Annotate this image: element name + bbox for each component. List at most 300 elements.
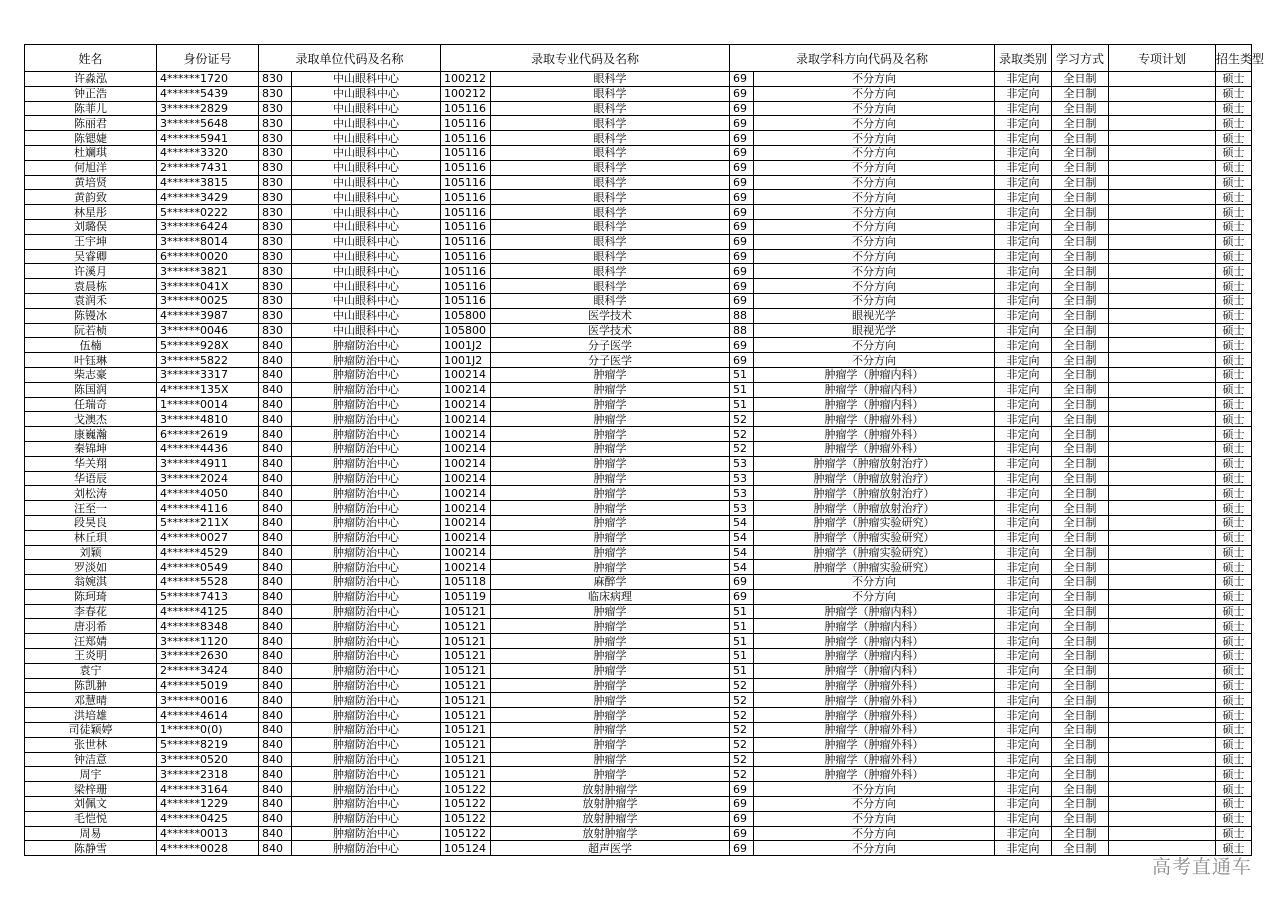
cell-special-plan <box>1109 427 1216 442</box>
cell-direction-name: 不分方向 <box>754 841 995 856</box>
cell-major-code: 100214 <box>441 545 491 560</box>
cell-study-mode: 全日制 <box>1052 456 1109 471</box>
header-admission-category: 录取类别 <box>995 45 1052 72</box>
cell-major-name: 肿瘤学 <box>491 678 730 693</box>
cell-study-mode: 全日制 <box>1052 279 1109 294</box>
cell-enrollment-type: 硕士 <box>1216 767 1252 782</box>
cell-id-number: 3******1120 <box>157 634 259 649</box>
cell-direction-name: 肿瘤学（肿瘤内科） <box>754 382 995 397</box>
table-row <box>25 797 1252 812</box>
cell-name: 叶钰琳 <box>25 353 157 368</box>
header-name: 姓名 <box>25 45 157 72</box>
cell-unit-name: 肿瘤防治中心 <box>292 649 441 664</box>
cell-study-mode: 全日制 <box>1052 205 1109 220</box>
cell-enrollment-type: 硕士 <box>1216 279 1252 294</box>
cell-direction-name: 肿瘤学（肿瘤外科） <box>754 723 995 738</box>
cell-direction-code: 88 <box>730 308 754 323</box>
cell-special-plan <box>1109 737 1216 752</box>
cell-unit-name: 中山眼科中心 <box>292 190 441 205</box>
cell-major-code: 105121 <box>441 723 491 738</box>
cell-enrollment-type: 硕士 <box>1216 501 1252 516</box>
cell-name: 刘颖 <box>25 545 157 560</box>
cell-direction-code: 52 <box>730 693 754 708</box>
table-row <box>25 190 1252 205</box>
cell-major-code: 1001J2 <box>441 353 491 368</box>
cell-id-number: 5******928X <box>157 338 259 353</box>
cell-study-mode: 全日制 <box>1052 767 1109 782</box>
cell-name: 张世林 <box>25 737 157 752</box>
cell-admission-category: 非定向 <box>995 131 1052 146</box>
cell-admission-category: 非定向 <box>995 397 1052 412</box>
cell-unit-name: 中山眼科中心 <box>292 249 441 264</box>
cell-unit-code: 840 <box>259 382 292 397</box>
cell-study-mode: 全日制 <box>1052 693 1109 708</box>
cell-direction-name: 肿瘤学（肿瘤放射治疗） <box>754 471 995 486</box>
cell-unit-code: 830 <box>259 279 292 294</box>
cell-direction-code: 69 <box>730 234 754 249</box>
table-row <box>25 101 1252 116</box>
cell-major-name: 肿瘤学 <box>491 663 730 678</box>
cell-name: 刘松涛 <box>25 486 157 501</box>
table-row <box>25 338 1252 353</box>
cell-enrollment-type: 硕士 <box>1216 737 1252 752</box>
cell-unit-name: 肿瘤防治中心 <box>292 782 441 797</box>
cell-major-code: 105122 <box>441 826 491 841</box>
cell-direction-name: 肿瘤学（肿瘤放射治疗） <box>754 456 995 471</box>
cell-major-code: 105122 <box>441 782 491 797</box>
cell-major-code: 105124 <box>441 841 491 856</box>
cell-direction-name: 不分方向 <box>754 131 995 146</box>
cell-id-number: 4******4050 <box>157 486 259 501</box>
cell-enrollment-type: 硕士 <box>1216 589 1252 604</box>
cell-major-code: 105121 <box>441 663 491 678</box>
cell-name: 许溪月 <box>25 264 157 279</box>
table-row <box>25 249 1252 264</box>
cell-unit-code: 830 <box>259 205 292 220</box>
cell-admission-category: 非定向 <box>995 190 1052 205</box>
cell-name: 阮若桢 <box>25 323 157 338</box>
cell-id-number: 3******6424 <box>157 219 259 234</box>
cell-unit-code: 840 <box>259 634 292 649</box>
cell-enrollment-type: 硕士 <box>1216 441 1252 456</box>
cell-unit-name: 中山眼科中心 <box>292 308 441 323</box>
cell-study-mode: 全日制 <box>1052 190 1109 205</box>
cell-study-mode: 全日制 <box>1052 145 1109 160</box>
cell-unit-name: 中山眼科中心 <box>292 279 441 294</box>
cell-unit-code: 830 <box>259 190 292 205</box>
watermark: 高考直通车 <box>1151 856 1252 878</box>
cell-unit-name: 肿瘤防治中心 <box>292 456 441 471</box>
table-body <box>25 72 1252 856</box>
cell-direction-name: 肿瘤学（肿瘤内科） <box>754 663 995 678</box>
cell-admission-category: 非定向 <box>995 560 1052 575</box>
cell-admission-category: 非定向 <box>995 604 1052 619</box>
cell-major-code: 105121 <box>441 649 491 664</box>
cell-id-number: 2******3424 <box>157 663 259 678</box>
cell-unit-code: 840 <box>259 678 292 693</box>
cell-name: 伍楠 <box>25 338 157 353</box>
cell-unit-name: 中山眼科中心 <box>292 101 441 116</box>
cell-direction-name: 不分方向 <box>754 338 995 353</box>
cell-unit-code: 840 <box>259 752 292 767</box>
cell-name: 康巍瀚 <box>25 427 157 442</box>
cell-direction-name: 不分方向 <box>754 101 995 116</box>
cell-admission-category: 非定向 <box>995 708 1052 723</box>
cell-enrollment-type: 硕士 <box>1216 841 1252 856</box>
cell-unit-name: 肿瘤防治中心 <box>292 604 441 619</box>
cell-major-code: 100212 <box>441 86 491 101</box>
cell-admission-category: 非定向 <box>995 811 1052 826</box>
cell-special-plan <box>1109 190 1216 205</box>
cell-direction-name: 肿瘤学（肿瘤外科） <box>754 427 995 442</box>
cell-major-code: 105116 <box>441 205 491 220</box>
cell-special-plan <box>1109 367 1216 382</box>
cell-study-mode: 全日制 <box>1052 264 1109 279</box>
cell-major-name: 肿瘤学 <box>491 545 730 560</box>
cell-enrollment-type: 硕士 <box>1216 619 1252 634</box>
cell-study-mode: 全日制 <box>1052 116 1109 131</box>
cell-major-name: 眼科学 <box>491 190 730 205</box>
cell-direction-code: 51 <box>730 649 754 664</box>
cell-id-number: 4******4529 <box>157 545 259 560</box>
cell-major-name: 肿瘤学 <box>491 471 730 486</box>
cell-direction-name: 肿瘤学（肿瘤内科） <box>754 649 995 664</box>
table-row <box>25 634 1252 649</box>
cell-enrollment-type: 硕士 <box>1216 264 1252 279</box>
cell-major-code: 100214 <box>441 412 491 427</box>
cell-direction-name: 肿瘤学（肿瘤实验研究） <box>754 530 995 545</box>
cell-unit-code: 830 <box>259 308 292 323</box>
cell-unit-code: 840 <box>259 649 292 664</box>
cell-name: 何旭洋 <box>25 160 157 175</box>
cell-unit-code: 840 <box>259 589 292 604</box>
table-row <box>25 619 1252 634</box>
cell-direction-code: 69 <box>730 72 754 87</box>
cell-unit-name: 肿瘤防治中心 <box>292 367 441 382</box>
cell-direction-name: 肿瘤学（肿瘤外科） <box>754 737 995 752</box>
cell-major-name: 放射肿瘤学 <box>491 811 730 826</box>
table-row <box>25 752 1252 767</box>
cell-name: 陈珂琦 <box>25 589 157 604</box>
cell-id-number: 5******7413 <box>157 589 259 604</box>
cell-id-number: 3******2024 <box>157 471 259 486</box>
cell-direction-name: 不分方向 <box>754 160 995 175</box>
cell-major-code: 100214 <box>441 367 491 382</box>
cell-study-mode: 全日制 <box>1052 545 1109 560</box>
cell-enrollment-type: 硕士 <box>1216 397 1252 412</box>
cell-admission-category: 非定向 <box>995 308 1052 323</box>
cell-major-code: 105121 <box>441 619 491 634</box>
cell-name: 秦锦坤 <box>25 441 157 456</box>
cell-name: 柴志豪 <box>25 367 157 382</box>
cell-unit-code: 840 <box>259 782 292 797</box>
cell-enrollment-type: 硕士 <box>1216 826 1252 841</box>
cell-direction-code: 69 <box>730 811 754 826</box>
cell-direction-name: 不分方向 <box>754 190 995 205</box>
cell-major-code: 105116 <box>441 190 491 205</box>
cell-study-mode: 全日制 <box>1052 826 1109 841</box>
cell-unit-name: 肿瘤防治中心 <box>292 693 441 708</box>
cell-major-code: 105116 <box>441 264 491 279</box>
table-row <box>25 86 1252 101</box>
cell-study-mode: 全日制 <box>1052 219 1109 234</box>
cell-special-plan <box>1109 456 1216 471</box>
cell-study-mode: 全日制 <box>1052 441 1109 456</box>
cell-unit-name: 肿瘤防治中心 <box>292 767 441 782</box>
cell-enrollment-type: 硕士 <box>1216 293 1252 308</box>
cell-direction-code: 51 <box>730 634 754 649</box>
cell-direction-code: 69 <box>730 293 754 308</box>
cell-admission-category: 非定向 <box>995 175 1052 190</box>
cell-study-mode: 全日制 <box>1052 131 1109 146</box>
cell-name: 黄韵致 <box>25 190 157 205</box>
cell-enrollment-type: 硕士 <box>1216 308 1252 323</box>
cell-major-name: 肿瘤学 <box>491 693 730 708</box>
table-row <box>25 604 1252 619</box>
cell-enrollment-type: 硕士 <box>1216 427 1252 442</box>
cell-major-code: 105122 <box>441 811 491 826</box>
cell-special-plan <box>1109 131 1216 146</box>
cell-unit-code: 840 <box>259 412 292 427</box>
cell-direction-code: 69 <box>730 797 754 812</box>
cell-major-name: 肿瘤学 <box>491 441 730 456</box>
cell-unit-code: 830 <box>259 175 292 190</box>
cell-name: 陈凯翀 <box>25 678 157 693</box>
cell-direction-code: 53 <box>730 501 754 516</box>
table-row <box>25 72 1252 87</box>
cell-enrollment-type: 硕士 <box>1216 782 1252 797</box>
cell-unit-name: 肿瘤防治中心 <box>292 427 441 442</box>
cell-study-mode: 全日制 <box>1052 560 1109 575</box>
cell-major-name: 肿瘤学 <box>491 530 730 545</box>
cell-direction-name: 肿瘤学（肿瘤外科） <box>754 678 995 693</box>
table-row <box>25 279 1252 294</box>
cell-special-plan <box>1109 249 1216 264</box>
cell-major-name: 医学技术 <box>491 323 730 338</box>
cell-major-name: 眼科学 <box>491 160 730 175</box>
table-row <box>25 116 1252 131</box>
table-row <box>25 767 1252 782</box>
cell-unit-name: 肿瘤防治中心 <box>292 589 441 604</box>
cell-enrollment-type: 硕士 <box>1216 456 1252 471</box>
cell-major-name: 肿瘤学 <box>491 752 730 767</box>
cell-id-number: 3******5648 <box>157 116 259 131</box>
cell-unit-code: 840 <box>259 575 292 590</box>
cell-unit-code: 830 <box>259 219 292 234</box>
cell-id-number: 4******3164 <box>157 782 259 797</box>
cell-special-plan <box>1109 205 1216 220</box>
cell-name: 袁润禾 <box>25 293 157 308</box>
cell-admission-category: 非定向 <box>995 86 1052 101</box>
cell-direction-name: 肿瘤学（肿瘤内科） <box>754 619 995 634</box>
cell-name: 许淼泓 <box>25 72 157 87</box>
cell-unit-code: 830 <box>259 116 292 131</box>
cell-unit-name: 中山眼科中心 <box>292 116 441 131</box>
cell-direction-code: 52 <box>730 412 754 427</box>
cell-major-code: 100214 <box>441 530 491 545</box>
cell-study-mode: 全日制 <box>1052 841 1109 856</box>
cell-admission-category: 非定向 <box>995 589 1052 604</box>
cell-major-name: 医学技术 <box>491 308 730 323</box>
cell-enrollment-type: 硕士 <box>1216 234 1252 249</box>
cell-id-number: 4******0027 <box>157 530 259 545</box>
cell-unit-name: 肿瘤防治中心 <box>292 708 441 723</box>
cell-direction-code: 69 <box>730 145 754 160</box>
cell-special-plan <box>1109 145 1216 160</box>
table-row <box>25 486 1252 501</box>
cell-name: 汪至一 <box>25 501 157 516</box>
cell-id-number: 4******5439 <box>157 86 259 101</box>
table-row <box>25 589 1252 604</box>
cell-major-name: 放射肿瘤学 <box>491 797 730 812</box>
cell-enrollment-type: 硕士 <box>1216 101 1252 116</box>
header-row <box>25 45 1252 72</box>
cell-admission-category: 非定向 <box>995 723 1052 738</box>
cell-special-plan <box>1109 412 1216 427</box>
cell-name: 陈国润 <box>25 382 157 397</box>
cell-direction-code: 88 <box>730 323 754 338</box>
cell-direction-name: 眼视光学 <box>754 308 995 323</box>
cell-name: 梁梓珊 <box>25 782 157 797</box>
cell-major-name: 眼科学 <box>491 219 730 234</box>
cell-unit-name: 肿瘤防治中心 <box>292 752 441 767</box>
cell-unit-code: 830 <box>259 249 292 264</box>
cell-study-mode: 全日制 <box>1052 367 1109 382</box>
cell-name: 钟正浩 <box>25 86 157 101</box>
table-row <box>25 145 1252 160</box>
cell-name: 周宇 <box>25 767 157 782</box>
cell-direction-name: 不分方向 <box>754 205 995 220</box>
cell-major-code: 105121 <box>441 678 491 693</box>
cell-study-mode: 全日制 <box>1052 101 1109 116</box>
cell-enrollment-type: 硕士 <box>1216 190 1252 205</box>
cell-unit-code: 830 <box>259 234 292 249</box>
cell-direction-name: 肿瘤学（肿瘤内科） <box>754 634 995 649</box>
cell-major-code: 105121 <box>441 693 491 708</box>
cell-direction-code: 69 <box>730 826 754 841</box>
cell-admission-category: 非定向 <box>995 767 1052 782</box>
cell-name: 翁婉淇 <box>25 575 157 590</box>
cell-direction-name: 不分方向 <box>754 116 995 131</box>
cell-major-name: 肿瘤学 <box>491 560 730 575</box>
admission-list-sheet <box>24 44 1265 856</box>
cell-id-number: 4******3987 <box>157 308 259 323</box>
cell-direction-name: 不分方向 <box>754 249 995 264</box>
cell-name: 华语辰 <box>25 471 157 486</box>
cell-special-plan <box>1109 175 1216 190</box>
cell-enrollment-type: 硕士 <box>1216 72 1252 87</box>
cell-major-code: 105116 <box>441 219 491 234</box>
cell-study-mode: 全日制 <box>1052 412 1109 427</box>
cell-enrollment-type: 硕士 <box>1216 249 1252 264</box>
cell-major-name: 眼科学 <box>491 279 730 294</box>
cell-enrollment-type: 硕士 <box>1216 575 1252 590</box>
cell-unit-name: 肿瘤防治中心 <box>292 382 441 397</box>
cell-special-plan <box>1109 397 1216 412</box>
cell-id-number: 4******5019 <box>157 678 259 693</box>
cell-direction-code: 69 <box>730 160 754 175</box>
cell-study-mode: 全日制 <box>1052 530 1109 545</box>
cell-unit-name: 肿瘤防治中心 <box>292 560 441 575</box>
cell-unit-name: 中山眼科中心 <box>292 219 441 234</box>
cell-name: 司徒颖婷 <box>25 723 157 738</box>
cell-direction-name: 不分方向 <box>754 279 995 294</box>
table-row <box>25 441 1252 456</box>
cell-admission-category: 非定向 <box>995 501 1052 516</box>
cell-unit-code: 830 <box>259 293 292 308</box>
cell-name: 华关翔 <box>25 456 157 471</box>
cell-unit-code: 840 <box>259 723 292 738</box>
cell-study-mode: 全日制 <box>1052 797 1109 812</box>
cell-special-plan <box>1109 279 1216 294</box>
cell-direction-name: 肿瘤学（肿瘤外科） <box>754 412 995 427</box>
table-row <box>25 811 1252 826</box>
cell-direction-code: 52 <box>730 441 754 456</box>
table-row <box>25 397 1252 412</box>
cell-direction-name: 不分方向 <box>754 782 995 797</box>
cell-direction-code: 52 <box>730 427 754 442</box>
cell-major-name: 肿瘤学 <box>491 619 730 634</box>
cell-direction-code: 69 <box>730 175 754 190</box>
cell-id-number: 4******3429 <box>157 190 259 205</box>
cell-unit-name: 肿瘤防治中心 <box>292 515 441 530</box>
cell-direction-code: 69 <box>730 249 754 264</box>
cell-special-plan <box>1109 530 1216 545</box>
cell-direction-code: 69 <box>730 589 754 604</box>
cell-direction-code: 52 <box>730 678 754 693</box>
cell-direction-code: 52 <box>730 737 754 752</box>
cell-unit-code: 840 <box>259 441 292 456</box>
cell-direction-name: 肿瘤学（肿瘤外科） <box>754 752 995 767</box>
cell-study-mode: 全日制 <box>1052 634 1109 649</box>
header-unit: 录取单位代码及名称 <box>259 45 441 72</box>
cell-major-name: 眼科学 <box>491 101 730 116</box>
cell-major-code: 100214 <box>441 382 491 397</box>
cell-major-code: 105121 <box>441 708 491 723</box>
cell-direction-code: 69 <box>730 205 754 220</box>
cell-admission-category: 非定向 <box>995 367 1052 382</box>
cell-enrollment-type: 硕士 <box>1216 649 1252 664</box>
cell-major-code: 100214 <box>441 560 491 575</box>
cell-direction-code: 69 <box>730 279 754 294</box>
cell-special-plan <box>1109 782 1216 797</box>
cell-id-number: 4******3815 <box>157 175 259 190</box>
cell-enrollment-type: 硕士 <box>1216 604 1252 619</box>
cell-admission-category: 非定向 <box>995 72 1052 87</box>
table-row <box>25 234 1252 249</box>
cell-direction-name: 肿瘤学（肿瘤实验研究） <box>754 545 995 560</box>
cell-major-code: 105800 <box>441 323 491 338</box>
cell-enrollment-type: 硕士 <box>1216 560 1252 575</box>
cell-special-plan <box>1109 619 1216 634</box>
cell-admission-category: 非定向 <box>995 545 1052 560</box>
cell-direction-code: 69 <box>730 86 754 101</box>
header-enrollment-type: 招生类型 <box>1216 45 1252 72</box>
cell-major-name: 肿瘤学 <box>491 427 730 442</box>
cell-id-number: 5******211X <box>157 515 259 530</box>
cell-name: 陈镘冰 <box>25 308 157 323</box>
cell-admission-category: 非定向 <box>995 634 1052 649</box>
cell-special-plan <box>1109 663 1216 678</box>
cell-enrollment-type: 硕士 <box>1216 205 1252 220</box>
cell-direction-code: 69 <box>730 219 754 234</box>
cell-major-code: 100214 <box>441 456 491 471</box>
cell-major-name: 眼科学 <box>491 116 730 131</box>
cell-admission-category: 非定向 <box>995 293 1052 308</box>
cell-enrollment-type: 硕士 <box>1216 545 1252 560</box>
cell-unit-name: 中山眼科中心 <box>292 234 441 249</box>
cell-unit-code: 840 <box>259 501 292 516</box>
